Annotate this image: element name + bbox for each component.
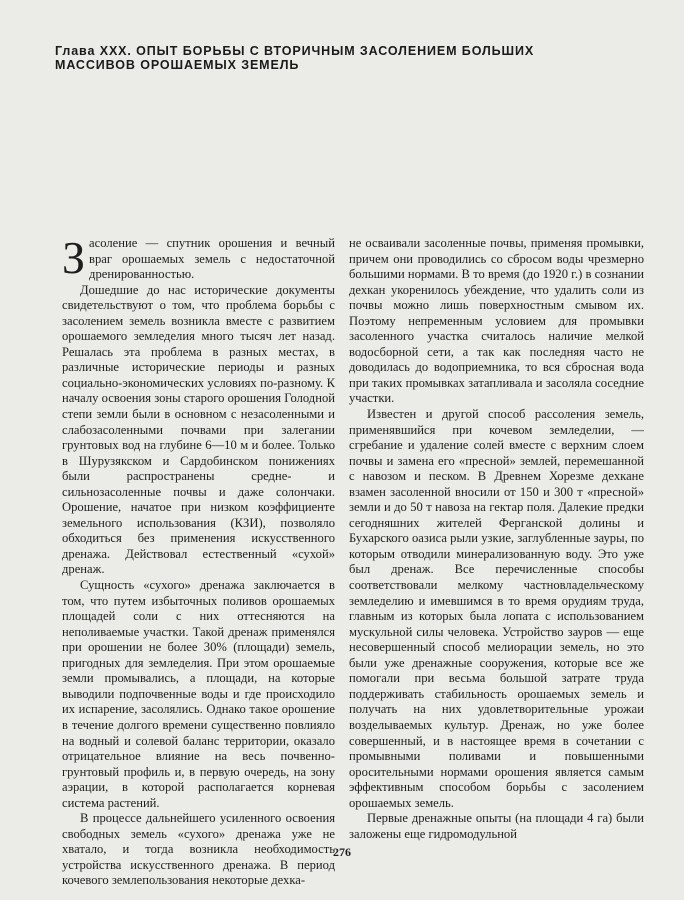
paragraph: Сущность «сухого» дренажа заключается в том, что путем избыточных поливов орошаемых площадей соли с них оттесняются на неполиваемые участки. Такой дренаж применялся при орошении не более 30% (площади) земель, пригодных для земледелия. При этом орошаемые земли промывались, а площади, на которые выводили подпочвенные воды и где происходило их испарение, засолялись. Однако такое орошение в течение долгого времени существенно повлияло на водный и солевой баланс территории, оказало отрицательное влияние на весь почвенно-грунтовый профиль и, в первую очередь, на зону аэрации, в которой располагается корневая система растений. — [62, 578, 335, 810]
chapter-title — [55, 44, 645, 72]
paragraph-continued: не осваивали засоленные почвы, применяя промывки, причем они проводились со сбросом воды чрезмерно большими нормами. В то время (до 1920 г.) в сознании дехкан укоренилось убеждение, что удалить соли из почвы можно лишь поверхностным смывом их. Поэтому непременным условием для промывки засоленного участка считалось наличие мелкой водосборной сети, а так как последняя часто не доводилась до водоприемника, то вся сбросная вода при таких промывках затапливала и засоляла соседние участки. — [349, 236, 644, 406]
chapter-title-line-1: Глава XXX. ОПЫТ БОРЬБЫ С ВТОРИЧНЫМ ЗАСОЛЕНИЕМ БОЛЬШИХ — [55, 44, 535, 58]
paragraph: В процессе дальнейшего усиленного освоения свободных земель «сухого» дренажа уже не хватало, и тогда возникла необходимость устройства искусственного дренажа. В период кочевого землепользования некоторые дехка- — [62, 811, 335, 888]
opening-paragraph — [62, 232, 335, 283]
paragraph: Известен и другой способ рассоления земель, применявшийся при кочевом земледелии, — сгребание и удаление солей вместе с верхним слоем почвы и замена его «пресной» землей, перемешанной с навозом и песком. В Древнем Хорезме дехкане взамен засоленной вносили от 150 и 300 т «пресной» земли и до 50 т навоза на гектар поля. Далекие предки сегодняшних жителей Ферганской долины и Бухарского оазиса рыли узкие, заглубленные зауры, по которым отводили минерализованную воду. Это уже был дренаж. Все перечисленные способы соответствовали мелкому частновладельческому земледелию и имевшимся в то время орудиям труда, главным из которых была лопата с использованием мускульной силы человека. Устройство зауров — еще несовершенный способ мелиорации земель, но это были уже дренажные сооружения, которые все же помогали при весьма большой затрате труда поддерживать стабильность орошаемых земель и получать на них удовлетворительные урожаи возделываемых культур. Дренаж, но уже более совершенный, и в настоящее время в сочетании с промывными поливами и повышенными оросительными нормами орошения является самым эффективным способом борьбы с засолением орошаемых земель. — [349, 407, 644, 810]
chapter-title-line-2: МАССИВОВ ОРОШАЕМЫХ ЗЕМЕЛЬ — [55, 58, 300, 72]
paragraph: Дошедшие до нас исторические документы свидетельствуют о том, что проблема борьбы с засолением земель возникла вместе с развитием орошаемого земледелия много тысяч лет назад. Решалась эта проблема в разных местах, в различные исторические периоды и разных социально-экономических условиях по-разному. К началу освоения зоны старого орошения Голодной степи земли были в основном с незасоленными и слабозасоленными почвами при залегании грунтовых вод на глубине 6—10 м и более. Только в Шурузякском и Сардобинском понижениях были распространены средне- и сильнозасоленные почвы и даже солончаки. Орошение, начатое при низком коэффициенте земельного использования (КЗИ), позволяло обходиться без применения искусственного дренажа. Действовал естественный «сухой» дренаж. — [62, 282, 335, 577]
opening-paragraph-text: асоление — спутник орошения и вечный враг орошаемых земель с недостаточной дренированностью. — [89, 236, 335, 282]
page-number: 276 — [333, 845, 351, 859]
left-text-column — [62, 232, 335, 889]
drop-cap: З — [62, 232, 86, 283]
right-text-column — [349, 236, 644, 842]
paragraph: Первые дренажные опыты (на площади 4 га) были заложены еще гидромодульной — [349, 811, 644, 841]
